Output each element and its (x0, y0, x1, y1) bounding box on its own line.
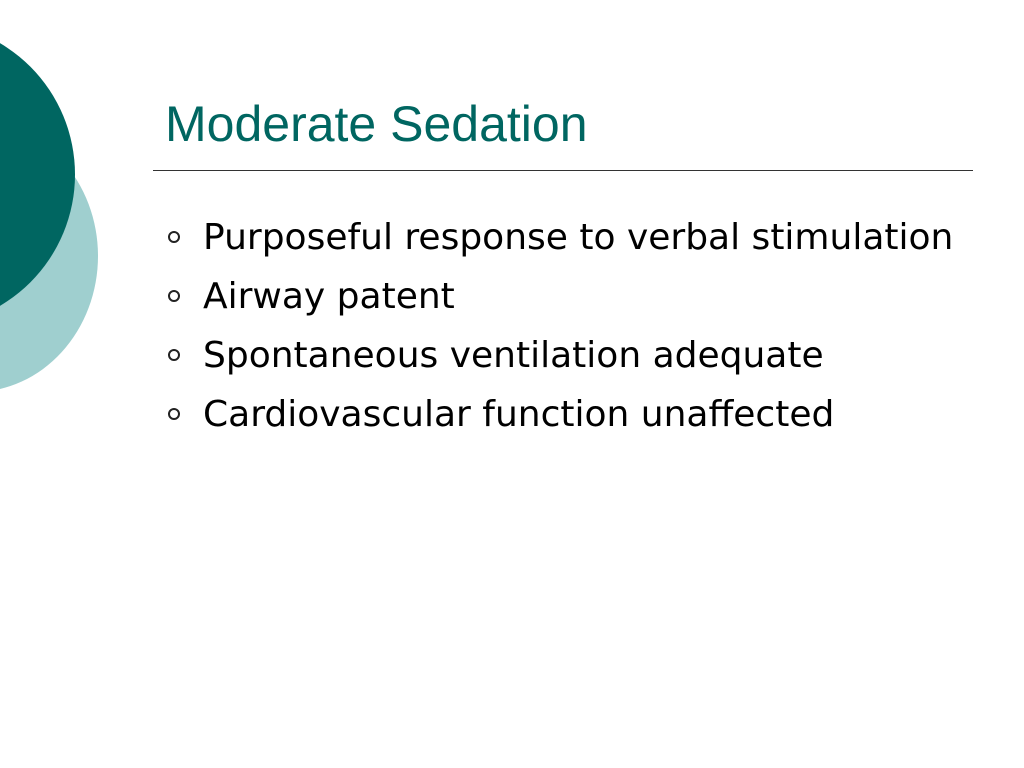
slide-title: Moderate Sedation (165, 96, 588, 152)
bullet-item (163, 391, 963, 439)
bullet-text: Purposeful response to verbal stimulation (203, 217, 954, 258)
hollow-circle-icon (163, 391, 203, 439)
bullet-item (163, 214, 963, 262)
hollow-circle-icon (163, 332, 203, 380)
bullet-item (163, 273, 963, 321)
hollow-circle-icon (163, 214, 203, 262)
bullet-list (163, 214, 963, 450)
title-divider (153, 170, 973, 171)
hollow-circle-icon (163, 273, 203, 321)
bullet-text: Spontaneous ventilation adequate (203, 335, 824, 376)
bullet-text: Cardiovascular function unaffected (203, 394, 835, 435)
bullet-text: Airway patent (203, 276, 455, 317)
bullet-item (163, 332, 963, 380)
